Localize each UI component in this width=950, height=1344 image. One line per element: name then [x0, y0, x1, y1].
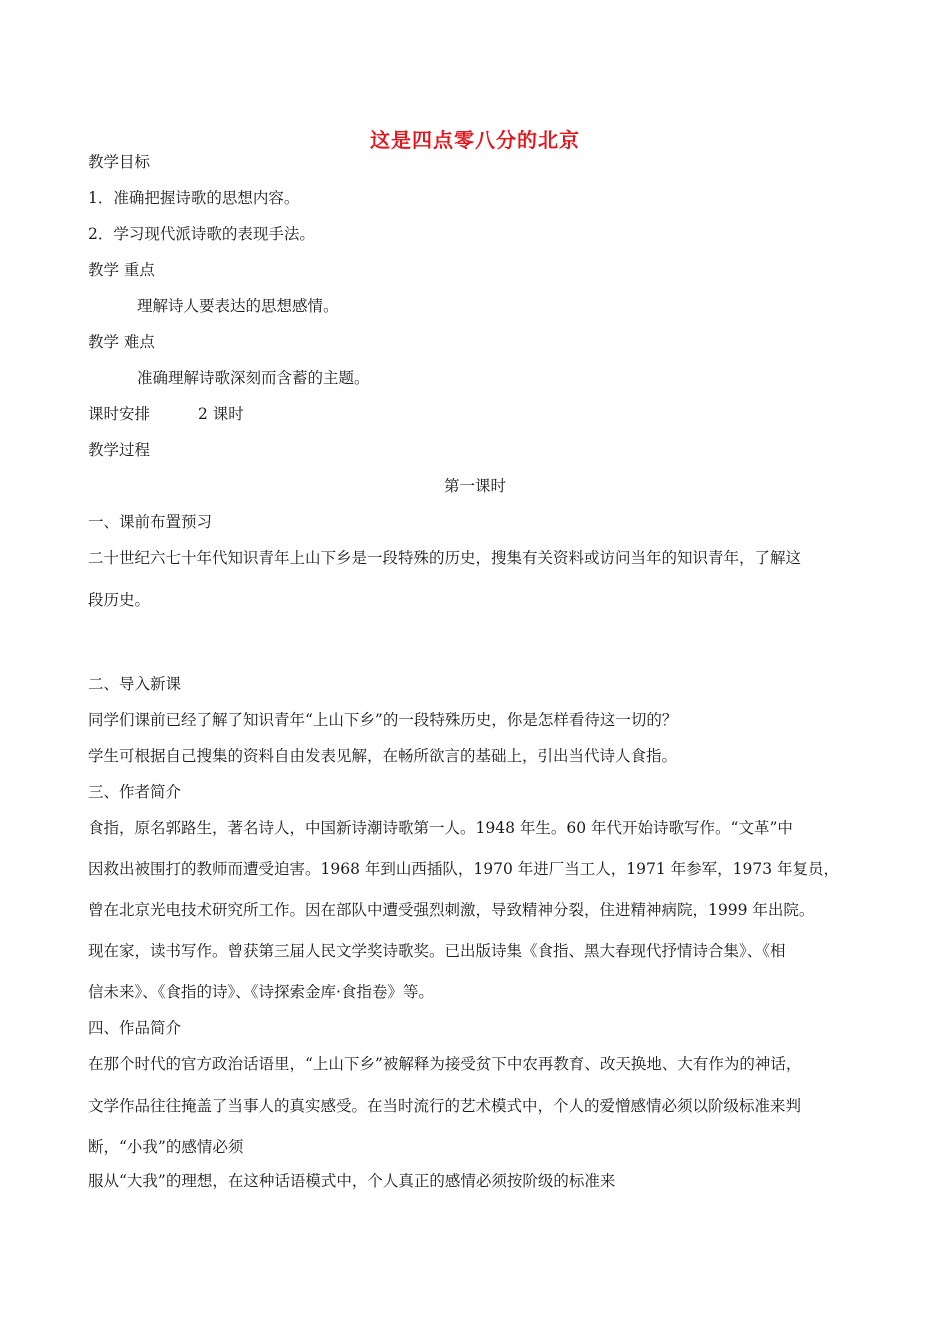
lesson-heading: 第一课时 [443, 477, 506, 495]
intro-line: 学生可根据自己搜集的资料自由发表见解，在畅所欲言的基础上，引出当代诗人食指。 [88, 747, 678, 765]
key-points-heading: 教学 重点 [88, 261, 155, 279]
work-line: 服从“大我”的理想，在这种话语模式中，个人真正的感情必须按阶级的标准来 [88, 1172, 616, 1190]
preview-line: 段历史。 [88, 591, 151, 609]
process-heading: 教学过程 [88, 441, 151, 459]
work-line: 在那个时代的官方政治话语里，“上山下乡”被解释为接受贫下中农再教育、改天换地、大有作为的神话， [88, 1055, 802, 1073]
preview-heading: 一、课前布置预习 [88, 513, 213, 531]
work-line: 文学作品往往掩盖了当事人的真实感受。在当时流行的艺术模式中，个人的爱憎感情必须以阶级标准来判 [88, 1097, 802, 1115]
intro-heading: 二、导入新课 [88, 675, 182, 693]
work-heading: 四、作品简介 [88, 1019, 182, 1037]
intro-line: 同学们课前已经了解了知识青年“上山下乡”的一段特殊历史，你是怎样看待这一切的？ [88, 711, 678, 729]
author-heading: 三、作者简介 [88, 783, 182, 801]
work-line: 断，“小我”的感情必须 [88, 1138, 244, 1156]
author-line: 信未来》、《食指的诗》、《诗探索金库·食指卷》等。 [88, 983, 434, 1001]
difficulty-text: 准确理解诗歌深刻而含蓄的主题。 [137, 369, 370, 387]
objective-item: 1．准确把握诗歌的思想内容。 [88, 189, 300, 207]
author-line: 食指，原名郭路生，著名诗人，中国新诗潮诗歌第一人。1948 年生。60 年代开始诗歌写作。“文革”中 [88, 819, 793, 837]
key-points-text: 理解诗人要表达的思想感情。 [137, 297, 339, 315]
document-title: 这是四点零八分的北京 [370, 128, 580, 152]
objective-item: 2．学习现代派诗歌的表现手法。 [88, 225, 315, 243]
preview-line: 二十世纪六七十年代知识青年上山下乡是一段特殊的历史，搜集有关资料或访问当年的知识青年，了解这 [88, 549, 802, 567]
author-line: 曾在北京光电技术研究所工作。因在部队中遭受强烈刺激，导致精神分裂，住进精神病院，1999 年出院。 [88, 901, 815, 919]
schedule-value: 2 课时 [198, 405, 244, 423]
difficulty-heading: 教学 难点 [88, 333, 155, 351]
objectives-heading: 教学目标 [88, 153, 151, 171]
schedule-label: 课时安排 [88, 405, 151, 423]
author-line: 现在家，读书写作。曾获第三届人民文学奖诗歌奖。已出版诗集《食指、黑大春现代抒情诗合集》、《相 [88, 942, 786, 960]
author-line: 因救出被围打的教师而遭受迫害。1968 年到山西插队，1970 年进厂当工人，1971 年参军，1973 年复员， [88, 860, 839, 878]
schedule-row [88, 404, 878, 424]
